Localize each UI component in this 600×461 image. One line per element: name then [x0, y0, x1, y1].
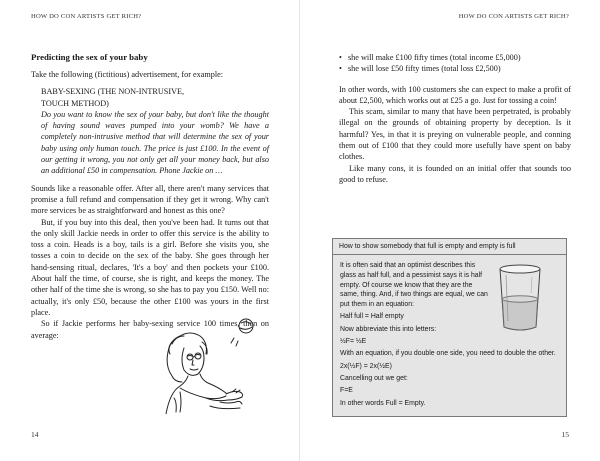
paragraph-2-text: But, if you buy into this deal, then you've been had. It turns out that the only skill Jackie needs in order to offer this service is the ability to toss a coin. Heads is a boy, tails is a girl. Before she visits you, she tosses a coin to decide on the sex of the baby. She goes through her hand-sensing ritual, declares, 'It's a boy' and then pockets your £100. About half the time, of course, she is right, and keeps the money. The other half of the time she is wrong, so she has to pay you £150. Well no: actually, it's only £50, because the other £100 was yours in the first place. [31, 217, 269, 317]
running-head-left: HOW DO CON ARTISTS GET RICH? [31, 13, 142, 20]
box-line-4: Cancelling out we get: [340, 374, 408, 382]
paragraph-3: Like many cons, it is founded on an initial offer that sounds too good to refuse. [339, 163, 571, 184]
paragraph-3: So if Jackie performs her baby-sexing service 100 times, then on average: [31, 319, 269, 340]
ad-headline-2: TOUCH METHOD) [41, 98, 109, 108]
box-line-5: In other words Full = Empty. [340, 399, 426, 407]
paragraph-1: In other words, with 100 customers she can expect to make a profit of about £2,500, which works out at £25 a go. Just for tossing a coin! [339, 84, 571, 105]
equation-3: 2x(½F) = 2x(½E) [340, 362, 392, 370]
left-column [31, 52, 269, 341]
ad-body: Do you want to know the sex of your baby, but don't like the thought of having sound waves pumped into your womb? We have a completely non-intrusive method that will determine the sex of your baby using only human touch. The price is just £100. In the event of our getting it wrong, you not only get all your money back, but also an additional £50 in compensation. Phone Jackie on … [41, 109, 269, 176]
box-line-2: Now abbreviate this into letters: [340, 325, 437, 333]
bullet-list [339, 52, 571, 75]
equation-4: F=E [340, 387, 353, 395]
ad-headline-1: BABY-SEXING (THE NON-INTRUSIVE, [41, 87, 185, 97]
box-title: How to show somebody that full is empty and empty is full [339, 243, 516, 250]
advertisement-block [41, 86, 269, 176]
box-divider [333, 254, 566, 255]
woman-tossing-coin-illustration [150, 314, 270, 414]
box-line-3: With an equation, if you double one side, you need to double the other. [340, 350, 556, 358]
equation-1: Half full = Half empty [340, 313, 404, 321]
paragraph-2 [31, 217, 269, 319]
right-column [339, 52, 571, 185]
bullet-item: • she will make £100 fifty times (total income £5,000) [339, 52, 571, 63]
box-intro: It is often said that an optimist describes this glass as half full, and a pessimist says it is half empty. Of course we know that they are the same, thing. And, if two things are equal, we can put them in an equation: [340, 262, 488, 309]
page-number-right: 15 [561, 430, 569, 439]
intro-text: Take the following (fictitious) advertisement, for example: [31, 70, 223, 79]
paragraph-1: Sounds like a reasonable offer. After all, there aren't many services that promise a full refund and compensation if they get it wrong. Why can't more services be as straightforward and honest as this one? [31, 183, 269, 216]
equation-2: ½F= ½E [340, 338, 367, 346]
running-head-right: HOW DO CON ARTISTS GET RICH? [458, 13, 569, 20]
bullet-item: • she will lose £50 fifty times (total loss £2,500) [339, 63, 571, 74]
page-number-left: 14 [31, 430, 39, 439]
box-body [340, 261, 562, 411]
sidebar-box [332, 238, 567, 417]
section-heading: Predicting the sex of your baby [31, 52, 148, 62]
paragraph-2: This scam, similar to many that have been perpetrated, is probably illegal on the grounds of obtaining property by deception. Is it harmful? Yes, in that it is preying on vulnerable people, and conning them out of £100 that they could more usefully have spent on baby clothes. [339, 107, 571, 162]
